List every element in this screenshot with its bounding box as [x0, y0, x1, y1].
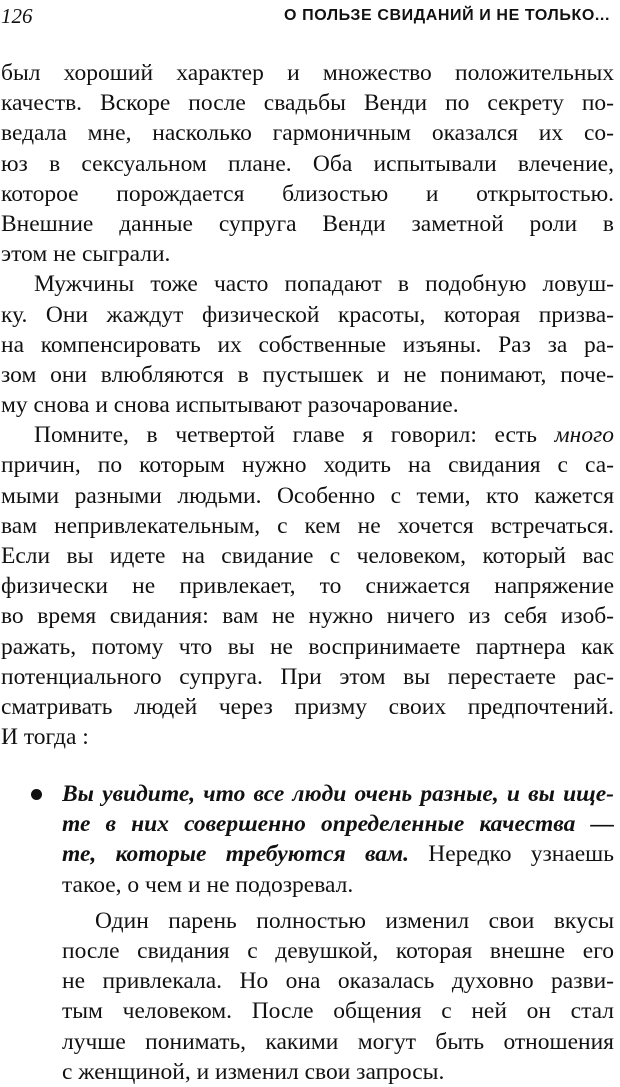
text-line: юз в сексуальном плане. Оба испытывали влечение,: [1, 150, 614, 177]
body-text: [1, 58, 614, 752]
text-line: Внешние данные супруга Венди заметной роли в: [1, 210, 614, 237]
text-line: после свидания с девушкой, которая внешне его: [62, 937, 614, 964]
text-line: Вы увидите, что все люди очень разные, и вы ище-: [62, 781, 614, 807]
text-line: причин, по которым нужно ходить на свидания с са-: [1, 452, 614, 479]
text-line: зом они влюбляются в пустышек и не понимают, поче-: [1, 361, 614, 388]
text-line: тым человеком. После общения с ней он стал: [62, 998, 614, 1025]
text-line: физически не привлекает, то снижается напряжение: [1, 573, 614, 600]
running-title: О ПОЛЬЗЕ СВИДАНИЙ И НЕ ТОЛЬКО...: [284, 7, 610, 24]
text-line: вам непривлекательным, с кем не хочется встречаться.: [1, 512, 614, 539]
text-line: не привлекала. Но она оказалась духовно разви-: [62, 968, 614, 995]
bullet-item: [62, 779, 614, 1087]
text-line: Один парень полностью изменил свои вкусы: [95, 907, 614, 934]
text-line: потенциального супруга. При этом вы перестаете рас-: [1, 663, 614, 690]
text-line: [1, 420, 614, 450]
text-line: ражать, потому что вы не воспринимаете партнера как: [1, 633, 614, 660]
text-line: ку. Они жаждут физической красоты, которая призва-: [1, 301, 614, 328]
emphasis-word: много: [554, 422, 614, 449]
bullet-subparagraph: [62, 906, 614, 1087]
text-line: те в них совершенно определенные качества —: [62, 811, 614, 838]
text-line: был хороший характер и множество положительных: [1, 60, 614, 86]
text-line: сматривать людей через призму своих предпочтений.: [1, 693, 614, 720]
text-line: во время свидания: вам не нужно ничего из себя изоб-: [1, 603, 614, 630]
text-line: му снова и снова испытывают разочарование.: [1, 392, 459, 419]
paragraph-2: [1, 269, 614, 420]
text-line: с женщиной, и изменил свои запросы.: [62, 1058, 445, 1085]
text-line: качеств. Вскоре после свадьбы Венди по секрету по-: [1, 90, 614, 117]
paragraph-1: [1, 58, 614, 269]
text-line: которое порождается близостью и открытостью.: [1, 180, 614, 207]
text-fragment: Нередко узнаешь: [409, 841, 614, 868]
text-line: ведала мне, насколько гармоничным оказался их со-: [1, 120, 614, 147]
text-line: Если вы идете на свидание с человеком, который вас: [1, 543, 614, 569]
text-line: лучше понимать, какими могут быть отношения: [62, 1028, 614, 1055]
text-line: этом не сыграли.: [1, 241, 171, 268]
page-header: [0, 2, 614, 30]
bullet-dot-icon: [31, 789, 42, 800]
text-line: мыми разными людьми. Особенно с теми, кто кажется: [1, 482, 614, 509]
page-number: 126: [1, 4, 33, 28]
paragraph-3: [1, 420, 614, 752]
text-fragment: Помните, в четвертой главе я говорил: есть: [34, 422, 555, 449]
text-line: Мужчины тоже часто попадают в подобную ловуш-: [34, 271, 614, 298]
text-line: на компенсировать их собственные изъяны. Раз за ра-: [1, 331, 614, 358]
emphasis-phrase: те, которые требуются вам.: [62, 841, 410, 868]
text-line: И тогда :: [1, 724, 89, 751]
text-line: [62, 839, 614, 869]
text-line: такое, о чем и не подозревал.: [62, 871, 354, 898]
